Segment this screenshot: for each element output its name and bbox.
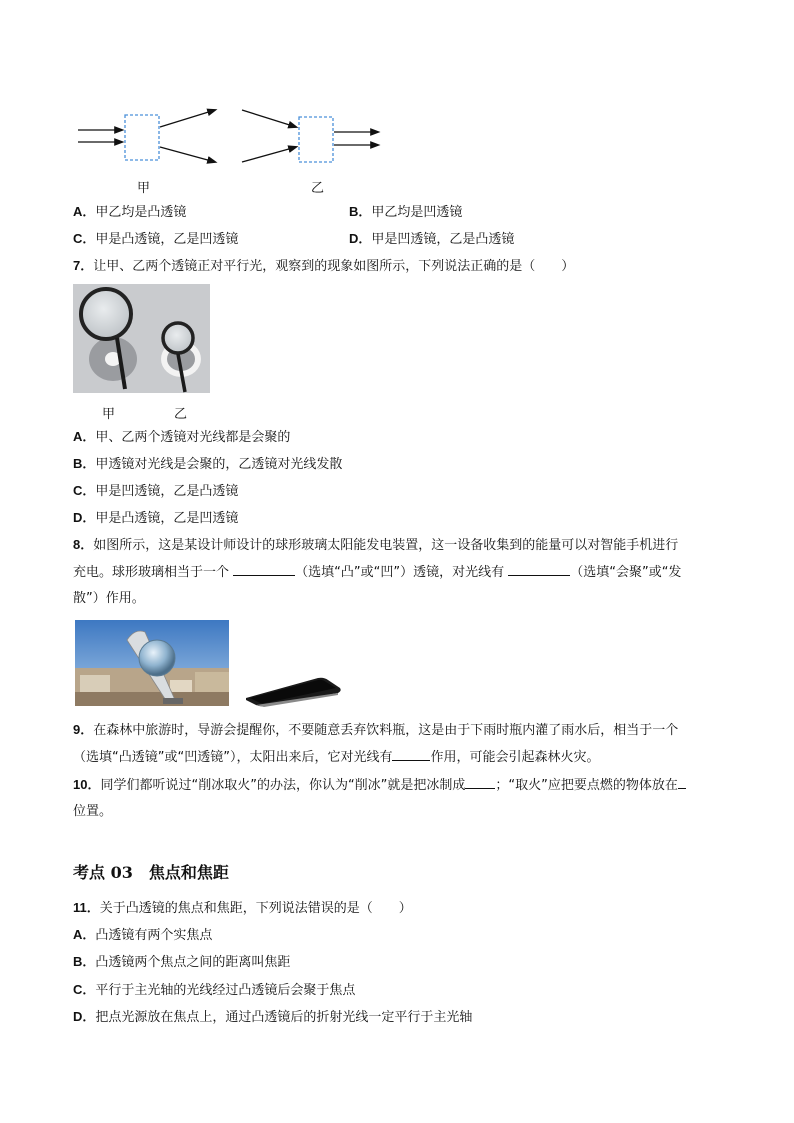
box-yi bbox=[299, 117, 333, 162]
q7-photo-label-yi: 乙 bbox=[174, 407, 188, 422]
q7-option-c: C．甲是凹透镜，乙是凸透镜 bbox=[73, 483, 239, 499]
ray-out-1 bbox=[160, 110, 215, 127]
q10-blank-2[interactable] bbox=[678, 776, 686, 789]
solar-sphere-photo bbox=[75, 620, 229, 706]
lens-jia bbox=[81, 289, 131, 339]
q7-option-d: D．甲是凸透镜，乙是凹透镜 bbox=[73, 510, 239, 526]
q6-option-b: B．甲乙均是凹透镜 bbox=[349, 204, 463, 220]
q8-blank-1[interactable] bbox=[233, 563, 295, 576]
q8-line-2: 充电。球形玻璃相当于一个 （选填“凸”或“凹”）透镜，对光线有 （选填“会聚”或“发 bbox=[73, 565, 682, 580]
box-jia bbox=[125, 115, 159, 160]
lens-box-diagram bbox=[70, 105, 390, 170]
q6-option-a: A．甲乙均是凸透镜 bbox=[73, 204, 187, 220]
magnifier-photo bbox=[73, 284, 210, 393]
q9-line-2: （选填“凸透镜”或“凹透镜”），太阳出来后，它对光线有 作用，可能会引起森林火灾。 bbox=[73, 750, 600, 765]
q7-photo-label-jia: 甲 bbox=[102, 407, 116, 422]
q11-option-c: C．平行于主光轴的光线经过凸透镜后会聚于焦点 bbox=[73, 982, 356, 998]
q7-option-b: B．甲透镜对光线是会聚的，乙透镜对光线发散 bbox=[73, 456, 343, 472]
q11-option-a: A．凸透镜有两个实焦点 bbox=[73, 927, 213, 943]
q9-line-1: 9．在森林中旅游时，导游会提醒你，不要随意丢弃饮料瓶，这是由于下雨时瓶内灌了雨水后，相当于一个 bbox=[73, 722, 679, 738]
fig6-label-yi: 乙 bbox=[311, 181, 325, 196]
q6-option-d: D．甲是凹透镜，乙是凸透镜 bbox=[349, 231, 515, 247]
ray-in-3 bbox=[242, 110, 296, 127]
q7-stem: 7．让甲、乙两个透镜正对平行光，观察到的现象如图所示，下列说法正确的是（ ） bbox=[73, 258, 575, 274]
q9-blank-2[interactable] bbox=[392, 748, 430, 761]
ray-out-2 bbox=[160, 147, 215, 162]
smartphone-image bbox=[242, 676, 344, 708]
q11-option-d: D．把点光源放在焦点上，通过凸透镜后的折射光线一定平行于主光轴 bbox=[73, 1009, 473, 1025]
q8-blank-2[interactable] bbox=[508, 563, 570, 576]
q10-line-2: 位置。 bbox=[73, 804, 113, 819]
fig6-label-jia: 甲 bbox=[137, 181, 151, 196]
q7-option-a: A．甲、乙两个透镜对光线都是会聚的 bbox=[73, 429, 291, 445]
q10-line-1: 10．同学们都听说过“削冰取火”的办法，你认为“削冰”就是把冰制成 ；“取火”应把要点燃的物体放在 bbox=[73, 776, 686, 795]
ray-in-4 bbox=[242, 147, 296, 162]
q11-option-b: B．凸透镜两个焦点之间的距离叫焦距 bbox=[73, 954, 291, 970]
q10-blank-1[interactable] bbox=[465, 776, 495, 789]
section-title: 考点 03 焦点和焦距 bbox=[73, 863, 229, 882]
q11-stem: 11．关于凸透镜的焦点和焦距，下列说法错误的是（ ） bbox=[73, 900, 412, 916]
lens-yi bbox=[163, 323, 193, 353]
q8-line-1: 8．如图所示，这是某设计师设计的球形玻璃太阳能发电装置，这一设备收集到的能量可以对智能手机进行 bbox=[73, 537, 679, 553]
q6-option-c: C．甲是凸透镜，乙是凹透镜 bbox=[73, 231, 239, 247]
q8-line-3: 散”）作用。 bbox=[73, 591, 145, 606]
